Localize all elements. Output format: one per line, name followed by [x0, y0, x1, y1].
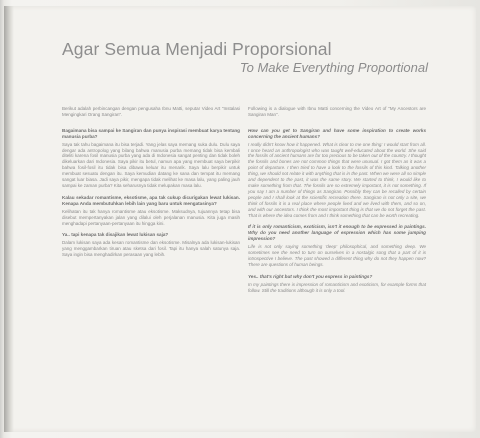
page-title: Agar Semua Menjadi Proporsional: [62, 39, 332, 59]
question-heading: How can you get to Sangiran and have some inspiration to create works concerning the ancient humans?: [248, 127, 426, 139]
answer-paragraph: In my paintings there is impression of romanticism and exoticism, for example forms that follow. Still the traditions although it is only a tool.: [248, 281, 426, 293]
book-gutter-shadow: [4, 6, 14, 432]
page-subtitle: To Make Everything Proportional: [239, 60, 428, 75]
intro-paragraph: Berikut adalah perbincangan dengan pengusaha Ibnu Matti, seputar Video Art "Instalasi Mengingkari Orang Sangiran".: [62, 106, 240, 117]
question-heading: If it is only romanticism, exoticism, isn't it enough to be expressed in paintings. Why do you need another language of expression which has some jumping impression?: [248, 224, 426, 242]
answer-paragraph: I really didn't know how it happened. What is clear to me one thing: I would start from all. I once heard an anthropologist who was taught well-educated about the world. She said the fossils of ancient humans are far too precious to be taken out of the country. I thought the fossils and bones are not common things that were unusual. I got them as it was a point of departure. I then tried to have a look to the fossils of this kind. Talking another thing, we should not relate it with anything that is in the past. When we were all so simple and dependent to the past, it was the same story. We started to think, I would like to make something from that. The fossils are so extremely important, it is not something. If you say I am a number of things as Sangiran. Possibly they can be recalled by certain people and I shall look at the scientific recreation there. Sangiran is not only a site, we think of fossils it is a real place where people lived and we lived with them, and so on, and with our ancestors. I think the most important thing is that we do not forget the past. That is where the idea comes from and I think something that can be worth recreating.: [248, 141, 426, 218]
indonesian-column: [62, 106, 240, 264]
answer-paragraph: Dalam lukisan saya ada kesan romantisme dan eksotisme. Misalnya ada lukisan-lukisan yang menggambarkan tiruan atau sketsa dari fosil. Tapi itu hanya salah satunya saja. Saya ingin bisa menghadirkan perasaan yang lebih.: [62, 240, 240, 258]
question-heading: Ya.. tapi kenapa tak disajikan lewat lukisan saja?: [62, 232, 169, 238]
answer-paragraph: Saya tak tahu bagaimana itu bisa terjadi. Yang jelas saya memang suka dulu. Dulu saya dengar ada antropolog yang bilang bahwa manusia purba memang tidak bisa kembali diteliti karena fosil manusia purba yang ada di Indonesia sangat penting dan tidak boleh dikeluarkan dari Indonesia. Saya pikir itu betul, namun apa yang membuat saya berpikir bahwa fosil-fosil itu tidak bisa dibawa keluar itu menarik. Saya lalu berpikir untuk membuat sesuatu dengan itu. Saya kemudian datang ke sana dan tempat itu memang sangat luar biasa. Jadi saya pikir, mengapa tidak melihat ke masa lalu, yang paling jauh sampai ke zaman purba? Kita seharusnya tidak melupakan masa lalu.: [62, 141, 240, 188]
english-column: [248, 106, 426, 299]
question-heading: Yes.. that's right but why don't you express in paintings?: [248, 273, 373, 279]
intro-paragraph: Following is a dialogue with Ibnu Matti concerning the Video Art of "My Ancestors are Sangiran Man".: [248, 106, 426, 117]
answer-paragraph: Life is not only saying something 'deep' philosophical, and something deep. We sometimes see the need to turn on ourselves in a nostalgic song that a part of it is introspective I believe. The past showed a different thing why do not they happen now? There are questions of human beings.: [248, 244, 426, 267]
answer-paragraph: Kelihatan itu tak hanya romantisme atau eksotisme. Maksudnya, tujuannya tetap bisa disebut mempertanyakan jalan yang dilalui oleh perjalanan manusia. Kita juga masih menghadapi pertanyaan-pertanyaan itu hingga kini.: [62, 208, 240, 226]
question-heading: Bagaimana bisa sampai ke Sangiran dan punya inspirasi membuat karya tentang manusia purba?: [62, 127, 240, 139]
question-heading: Kalau sekadar romantisme, eksotisme, apa tak cukup dicurigakan lewat lukisan. Kenapa Anda membutuhkan lebih lain yang baru untuk mengatasinya?: [62, 194, 240, 206]
